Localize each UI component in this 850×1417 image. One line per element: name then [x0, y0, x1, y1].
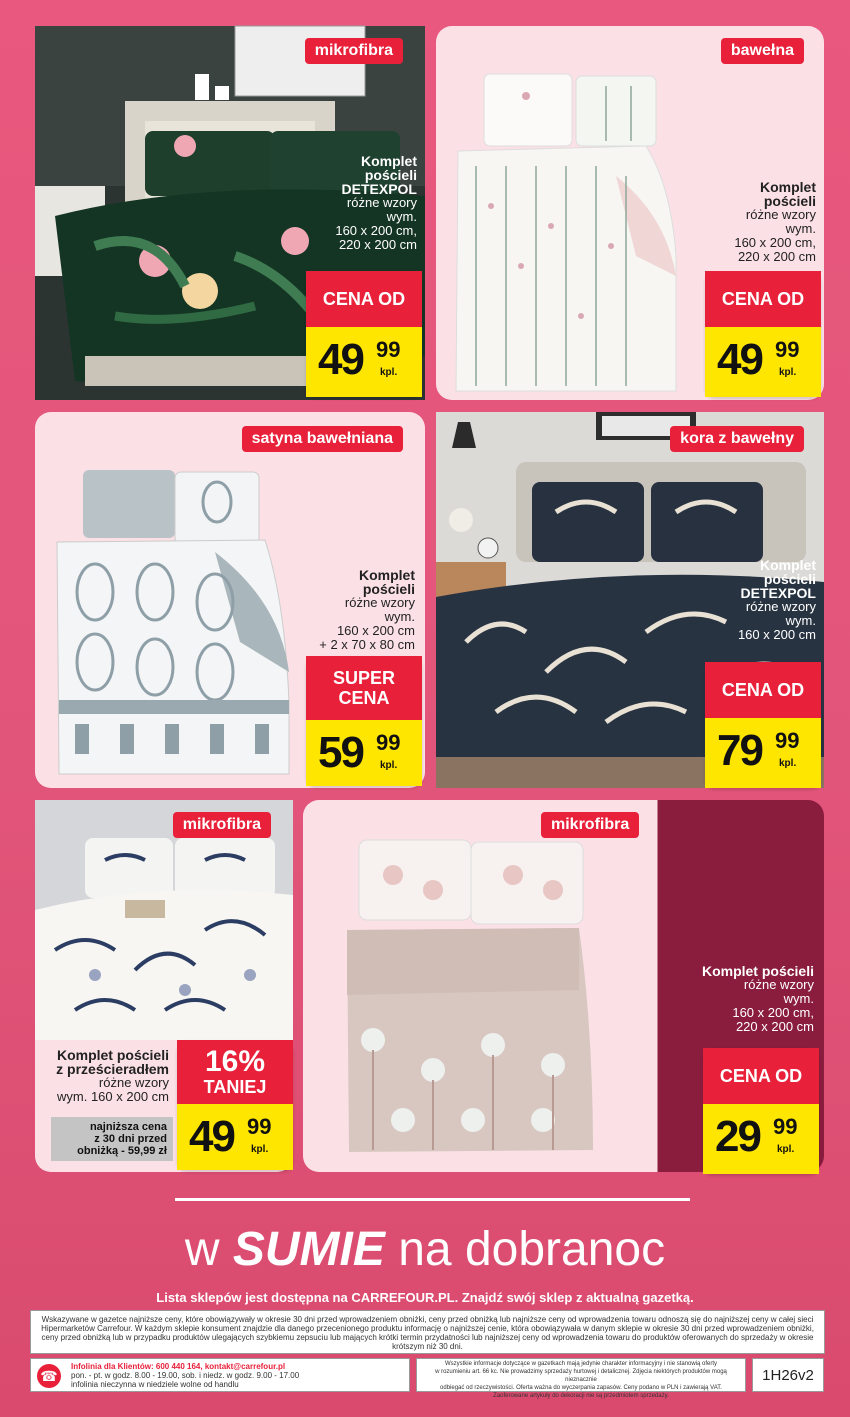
material-tag: mikrofibra [541, 812, 639, 838]
footer-info [416, 1358, 746, 1399]
headline-emphasis: SUMIE [232, 1223, 385, 1276]
price-label: CENA OD [306, 271, 422, 327]
material-tag: mikrofibra [305, 38, 403, 64]
price-badge [306, 656, 422, 786]
desc-line: Komplet pościeli [701, 963, 814, 979]
desc-line: DETEXPOL [740, 585, 816, 601]
price-label-line: CENA [338, 688, 390, 708]
bedding-image [436, 56, 696, 396]
price-main: 49 [717, 335, 762, 384]
footer-contact [30, 1358, 410, 1392]
product-description [335, 154, 417, 252]
desc-line: różne wzory [346, 195, 417, 210]
material-tag: mikrofibra [173, 812, 271, 838]
price-main: 29 [715, 1112, 760, 1161]
material-tag: kora z bawełny [670, 426, 804, 452]
bedding-image [45, 462, 307, 782]
price-value [177, 1104, 293, 1170]
price-value [705, 718, 821, 788]
price-badge [177, 1040, 293, 1170]
desc-line: 160 x 200 cm, [732, 1005, 814, 1020]
edition-code: 1H26v2 [752, 1358, 824, 1392]
price-cents: 99 [247, 1114, 272, 1139]
desc-line: wym. [384, 609, 415, 624]
product-description [702, 964, 814, 1034]
desc-line: pościeli [763, 193, 816, 209]
headline-pre: w [184, 1223, 233, 1276]
desc-line: z prześcieradłem [56, 1061, 169, 1077]
price-cents: 99 [775, 337, 800, 362]
desc-line: Komplet [760, 179, 816, 195]
product-description [734, 180, 816, 264]
lowest-line: z 30 dni przed [94, 1133, 167, 1145]
price-badge [705, 271, 821, 397]
price-main: 59 [318, 728, 363, 777]
price-main: 49 [189, 1112, 234, 1161]
desc-line: Komplet pościeli [56, 1047, 169, 1063]
desc-line: różne wzory [745, 207, 816, 222]
price-badge [306, 271, 422, 397]
desc-line: wym. [783, 991, 814, 1006]
price-unit: kpl. [380, 760, 398, 771]
price-unit: kpl. [251, 1144, 269, 1155]
desc-line: 160 x 200 cm, [335, 223, 417, 238]
price-cents: 99 [775, 728, 800, 753]
info-line: Zaoferowane artykuły do dekoracji nie są przedmiotem sprzedaży. [493, 1393, 669, 1399]
lowest-line: najniższa cena [89, 1121, 167, 1133]
desc-line: różne wzory [743, 977, 814, 992]
desc-line: 160 x 200 cm, [734, 235, 816, 250]
price-badge [703, 1048, 819, 1174]
desc-line: 220 x 200 cm [737, 249, 816, 264]
material-tag: satyna bawełniana [242, 426, 403, 452]
desc-line: różne wzory [98, 1075, 169, 1090]
legal-disclaimer: Wskazywane w gazetce najniższe ceny, które obowiązywały w okresie 30 dni przed wprowadzeniem obniżki, ceny przed obniżką lub najniższe ceny od wprowadzenia towaru odnoszą się do najniższej ceny w całej sieci Hipermarketów Carrefour. W każdym sklepie konsument znajdzie dla danego przecenionego produktu informację o najniższej cenie, która obowiązywała w danym sklepie w okresie 30 dni przed wprowadzeniem obniżki, ceny przed obniżką lub w przypadku produktów ulegających szybkiemu zepsuciu lub mających krótki termin przydatności lub najniższej ceny od wprowadzenia towaru do produktów oferowanych do sprzedaży w okresie krótszym niż 30 dni. [30, 1310, 825, 1354]
price-value [705, 327, 821, 397]
price-unit: kpl. [777, 1144, 795, 1155]
product-photo-3 [45, 462, 307, 782]
desc-line: Komplet [760, 557, 816, 573]
price-badge [705, 662, 821, 788]
product-card-5 [35, 800, 293, 1172]
desc-line: 160 x 200 cm [336, 623, 415, 638]
product-description [738, 558, 816, 642]
desc-line: pościeli [763, 571, 816, 587]
price-unit: kpl. [779, 367, 797, 378]
desc-line: wym. [785, 613, 816, 628]
contact-line: Infolinia dla Klientów: 600 440 164, kontakt@carrefour.pl [71, 1362, 286, 1371]
info-line: Wszystkie informacje dotyczące w gazetkach mają jedynie charakter informacyjny i nie stanowią oferty [444, 1361, 718, 1367]
product-card-2 [436, 26, 824, 400]
price-cents: 99 [376, 337, 401, 362]
discount-label [177, 1040, 293, 1104]
product-card-1 [35, 26, 425, 400]
price-label: CENA OD [703, 1048, 819, 1104]
product-card-3 [35, 412, 425, 788]
lowest-price-note [51, 1117, 173, 1161]
desc-line: wym. 160 x 200 cm [57, 1089, 169, 1104]
info-line: w rozumieniu art. 66 kc. Nie prowadzimy sprzedaży hurtowej i detalicznej. Zdjęcia niektórych produktów mogą nieznacznie [435, 1369, 727, 1383]
desc-line: Komplet [359, 567, 415, 583]
product-description [43, 1048, 169, 1104]
product-photo-2 [436, 56, 696, 396]
bedding-image [343, 830, 603, 1160]
price-unit: kpl. [779, 758, 797, 769]
product-description [319, 568, 415, 652]
hours-line: pon. - pt. w godz. 8.00 - 19.00, sob. i niedz. w godz. 9.00 - 17.00 [71, 1371, 300, 1380]
desc-line: DETEXPOL [341, 181, 417, 197]
product-card-4 [436, 412, 824, 788]
price-main: 49 [318, 335, 363, 384]
product-photo-6 [343, 830, 603, 1160]
info-line: odbiegać od rzeczywistości. Oferta ważna do wyczerpania zapasów. Ceny podano w PLN i zawierają VAT. [440, 1385, 722, 1391]
price-unit: kpl. [380, 367, 398, 378]
price-cents: 99 [773, 1114, 798, 1139]
desc-line: różne wzory [344, 595, 415, 610]
desc-line: + 2 x 70 x 80 cm [319, 637, 415, 652]
page-headline [0, 1222, 850, 1277]
price-cents: 99 [376, 730, 401, 755]
desc-line: pościeli [364, 167, 417, 183]
price-label: CENA OD [705, 662, 821, 718]
price-label: CENA OD [705, 271, 821, 327]
desc-line: wym. [785, 221, 816, 236]
desc-line: 220 x 200 cm [735, 1019, 814, 1034]
store-list-note: Lista sklepów jest dostępna na CARREFOUR.PL. Znajdź swój sklep z aktualną gazetką. [156, 1290, 694, 1305]
hours-line: infolinia nieczynna w niedziele wolne od handlu [71, 1380, 239, 1389]
desc-line: 220 x 200 cm [338, 237, 417, 252]
divider-line [175, 1198, 690, 1201]
price-label-line: SUPER [332, 668, 395, 688]
desc-line: Komplet [361, 153, 417, 169]
price-value [306, 327, 422, 397]
discount-text: TANIEJ [203, 1077, 267, 1097]
headline-post: na dobranoc [384, 1223, 666, 1276]
desc-line: pościeli [362, 581, 415, 597]
lowest-line: obniżką - 59,99 zł [77, 1145, 167, 1157]
desc-line: wym. [386, 209, 417, 224]
price-value [306, 720, 422, 786]
price-label [306, 656, 422, 720]
price-value [703, 1104, 819, 1174]
phone-icon: ☎ [37, 1364, 61, 1388]
product-card-6 [303, 800, 824, 1172]
price-main: 79 [717, 726, 762, 775]
desc-line: 160 x 200 cm [737, 627, 816, 642]
desc-line: różne wzory [745, 599, 816, 614]
discount-percent: 16% [204, 1045, 266, 1078]
material-tag: bawełna [721, 38, 804, 64]
